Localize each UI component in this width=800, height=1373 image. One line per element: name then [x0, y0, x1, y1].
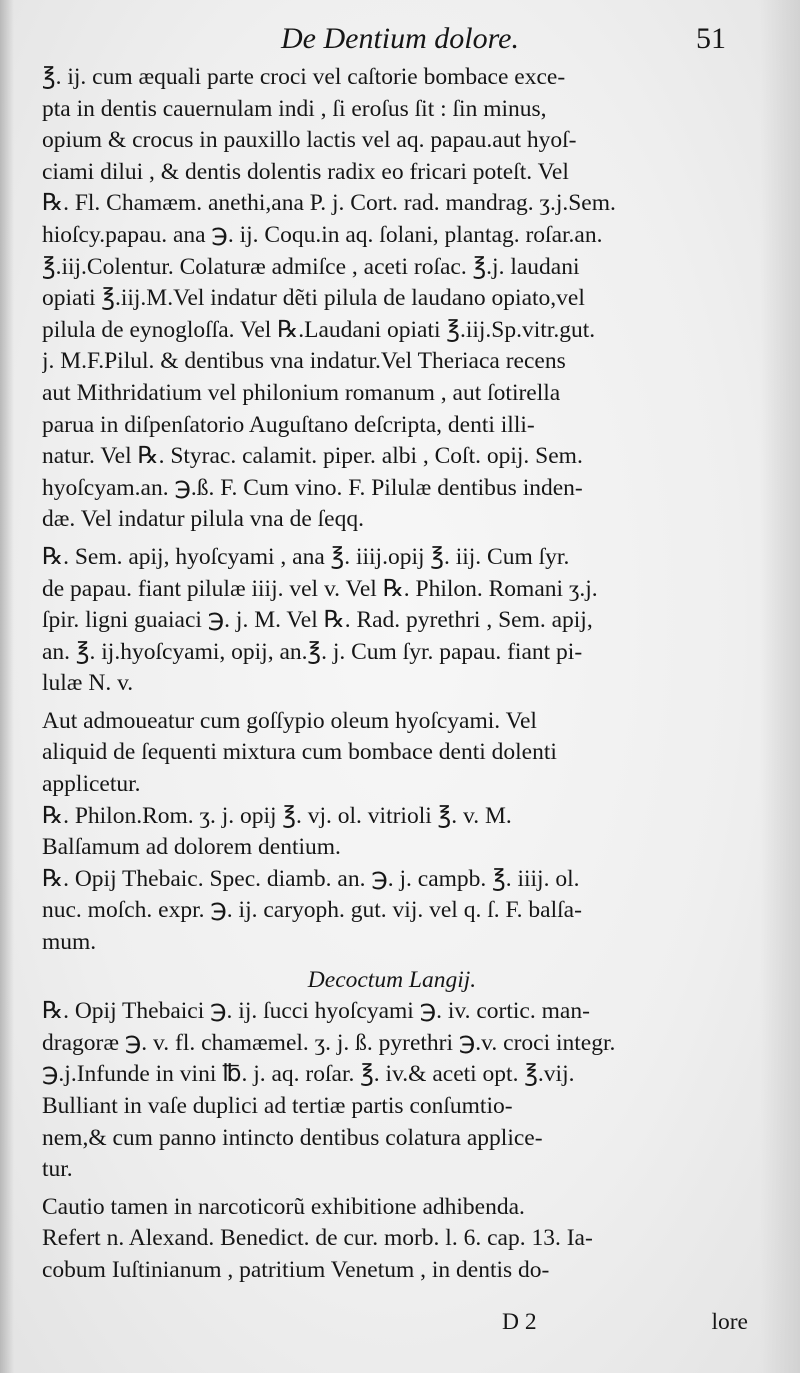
text-line: tur. [42, 1156, 73, 1183]
text-line: lulæ N. v. [42, 670, 134, 697]
text-line: ℞. Philon.Rom. ʒ. j. opij ℥. vj. ol. vitrioli ℥. v. M. [42, 802, 512, 829]
running-title: De Dentium dolore. [280, 22, 519, 55]
text-line: hioſcy.papau. ana ℈. ij. Coqu.in aq. ſolani, plantag. roſar.an. [42, 221, 603, 248]
text-line: ſpir. ligni guaiaci ℈. j. M. Vel ℞. Rad. pyrethri , Sem. apij, [42, 607, 593, 634]
text-line: cobum Iuſtinianum , patritium Venetum , in dentis do- [42, 1256, 550, 1283]
text-line: de papau. fiant pilulæ iiij. vel v. Vel ℞. Philon. Romani ʒ.j. [42, 575, 598, 602]
text-line: Cautio tamen in narcoticorũ exhibitione adhibenda. [42, 1193, 525, 1220]
text-line: j. M.F.Pilul. & dentibus vna indatur.Vel Theriaca recens [42, 348, 566, 375]
text-line: ciami dilui , & dentis dolentis radix eo fricari poteſt. Vel [42, 158, 569, 185]
text-line: ℞. Sem. apij, hyoſcyami , ana ℥. iiij.opij ℥. iij. Cum ſyr. [42, 543, 570, 570]
text-line: ℈.j.Infunde in vini ℔. j. aq. roſar. ℥. iv.& aceti opt. ℥.vij. [42, 1061, 575, 1088]
text-line: nuc. moſch. expr. ℈. ij. caryoph. gut. vij. vel q. ſ. F. balſa- [42, 897, 582, 924]
catchword: lore [711, 1309, 748, 1335]
text-line: opiati ℥.iij.M.Vel indatur dẽti pilula de laudano opiato,vel [42, 285, 585, 312]
text-line: Refert n. Alexand. Benedict. de cur. morb. l. 6. cap. 13. Ia- [42, 1225, 593, 1252]
text-line: pilula de eynogloſſa. Vel ℞.Laudani opiati ℥.iij.Sp.vitr.gut. [42, 316, 596, 343]
text-line: aliquid de ſequenti mixtura cum bombace denti dolenti [42, 739, 557, 766]
text-line: ℞. Opij Thebaici ℈. ij. ſucci hyoſcyami ℈. iv. cortic. man- [42, 998, 590, 1025]
page-edge-shadow-right [760, 0, 800, 1373]
text-line: natur. Vel ℞. Styrac. calamit. piper. albi , Coſt. opij. Sem. [42, 443, 583, 470]
text-line: Aut admoueatur cum goſſypio oleum hyoſcyami. Vel [42, 707, 537, 734]
text-line: nem,& cum panno intincto dentibus colatura applice- [42, 1124, 543, 1151]
text-line: hyoſcyam.an. ℈.ß. F. Cum vino. F. Pilulæ dentibus inden- [42, 474, 583, 501]
text-line: ℞. Opij Thebaic. Spec. diamb. an. ℈. j. campb. ℥. iiij. ol. [42, 865, 580, 892]
text-line: an. ℥. ij.hyoſcyami, opij, an.℥. j. Cum ſyr. papau. fiant pi- [42, 638, 583, 665]
page-edge-shadow-left [0, 0, 14, 1373]
text-line: parua in diſpenſatorio Auguſtano deſcripta, denti illi- [42, 411, 535, 438]
page-footer [42, 1306, 748, 1338]
text-line: applicetur. [42, 771, 141, 798]
text-line: Bulliant in vaſe duplici ad tertiæ partis conſumtio- [42, 1093, 513, 1119]
section-heading: Decoctum Langij. [307, 966, 477, 993]
text-line: mum. [42, 929, 97, 956]
text-line: ℞. Fl. Chamæm. anethi,ana P. j. Cort. rad. mandrag. ʒ.j.Sem. [42, 190, 616, 217]
signature-mark: D 2 [502, 1309, 537, 1335]
page-number: 51 [696, 22, 726, 55]
text-line: opium & crocus in pauxillo lactis vel aq. papau.aut hyoſ- [42, 127, 577, 154]
text-line: ℥.iij.Colentur. Colaturæ admiſce , aceti roſac. ℥.j. laudani [42, 253, 580, 280]
text-line: Balſamum ad dolorem dentium. [42, 834, 341, 861]
text-line: aut Mithridatium vel philonium romanum , aut ſotirella [42, 379, 561, 406]
text-line: pta in dentis cauernulam indi , ſi eroſus ſit : ſin minus, [42, 95, 547, 122]
page-header [40, 18, 760, 62]
text-line: ℥. ij. cum æquali parte croci vel caſtorie bombace exce- [42, 64, 566, 90]
text-line: dæ. Vel indatur pilula vna de ſeqq. [42, 506, 364, 533]
body-text [42, 62, 742, 1287]
text-line: dragoræ ℈. v. fl. chamæmel. ʒ. j. ß. pyrethri ℈.v. croci integr. [42, 1029, 616, 1056]
